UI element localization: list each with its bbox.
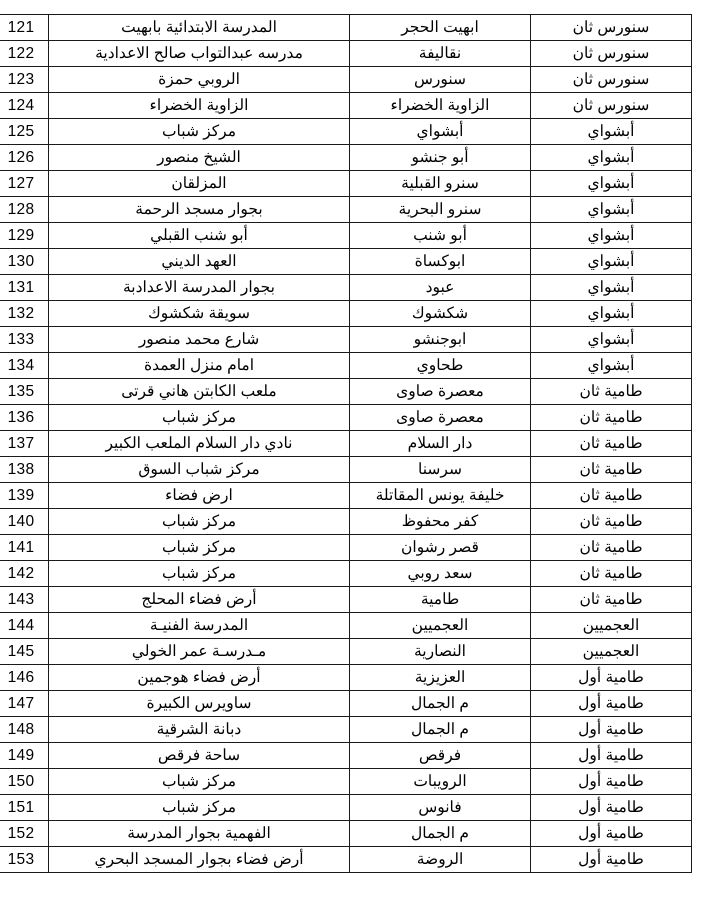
cell-village: سعد روبي	[350, 561, 531, 587]
cell-number: 131	[0, 275, 49, 301]
cell-village: فانوس	[350, 795, 531, 821]
cell-place: مركز شباب السوق	[49, 457, 350, 483]
table-row	[0, 353, 692, 379]
cell-place: مركز شباب	[49, 535, 350, 561]
cell-number: 140	[0, 509, 49, 535]
cell-village: عبود	[350, 275, 531, 301]
table-row	[0, 301, 692, 327]
cell-number: 128	[0, 197, 49, 223]
cell-number: 127	[0, 171, 49, 197]
cell-number: 143	[0, 587, 49, 613]
cell-place: الروبي حمزة	[49, 67, 350, 93]
cell-markaz: سنورس ثان	[531, 93, 692, 119]
cell-markaz: طامية ثان	[531, 457, 692, 483]
table-row	[0, 535, 692, 561]
cell-village: أبشواي	[350, 119, 531, 145]
cell-number: 146	[0, 665, 49, 691]
cell-place: مركز شباب	[49, 561, 350, 587]
cell-markaz: طامية ثان	[531, 431, 692, 457]
table-row	[0, 67, 692, 93]
table-row	[0, 509, 692, 535]
cell-number: 137	[0, 431, 49, 457]
cell-village: قصر رشوان	[350, 535, 531, 561]
cell-number: 148	[0, 717, 49, 743]
cell-village: كفر محفوظ	[350, 509, 531, 535]
table-row	[0, 717, 692, 743]
cell-village: سرسنا	[350, 457, 531, 483]
table-row	[0, 145, 692, 171]
cell-number: 130	[0, 249, 49, 275]
table-row	[0, 587, 692, 613]
cell-place: العهد الديني	[49, 249, 350, 275]
cell-markaz: طامية ثان	[531, 379, 692, 405]
cell-place: الفهمية بجوار المدرسة	[49, 821, 350, 847]
cell-number: 122	[0, 41, 49, 67]
table-row	[0, 795, 692, 821]
cell-place: بجوار المدرسة الاعدادبة	[49, 275, 350, 301]
cell-markaz: أبشواي	[531, 119, 692, 145]
cell-markaz: أبشواي	[531, 275, 692, 301]
table-row	[0, 561, 692, 587]
cell-number: 132	[0, 301, 49, 327]
cell-place: مركز شباب	[49, 509, 350, 535]
cell-number: 133	[0, 327, 49, 353]
cell-number: 141	[0, 535, 49, 561]
table-row	[0, 691, 692, 717]
cell-number: 145	[0, 639, 49, 665]
cell-village: الرويبات	[350, 769, 531, 795]
table-row	[0, 197, 692, 223]
cell-village: ابوجنشو	[350, 327, 531, 353]
table-row	[0, 405, 692, 431]
cell-village: سنرو البحرية	[350, 197, 531, 223]
cell-number: 142	[0, 561, 49, 587]
cell-markaz: طامية ثان	[531, 561, 692, 587]
table-row	[0, 275, 692, 301]
cell-place: المدرسة الابتدائية بابهيت	[49, 15, 350, 41]
cell-place: نادي دار السلام الملعب الكبير	[49, 431, 350, 457]
table-row	[0, 457, 692, 483]
cell-place: مركز شباب	[49, 795, 350, 821]
cell-place: الزاوية الخضراء	[49, 93, 350, 119]
cell-village: طامية	[350, 587, 531, 613]
cell-number: 147	[0, 691, 49, 717]
cell-number: 129	[0, 223, 49, 249]
table-row	[0, 171, 692, 197]
table-row	[0, 431, 692, 457]
cell-markaz: أبشواي	[531, 353, 692, 379]
cell-markaz: طامية أول	[531, 665, 692, 691]
cell-place: أرض فضاء بجوار المسجد البحري	[49, 847, 350, 873]
cell-number: 136	[0, 405, 49, 431]
cell-place: المدرسة الفنيـة	[49, 613, 350, 639]
cell-number: 135	[0, 379, 49, 405]
cell-place: مدرسه عبدالتواب صالح الاعدادية	[49, 41, 350, 67]
cell-place: أرض فضاء هوجمين	[49, 665, 350, 691]
cell-number: 134	[0, 353, 49, 379]
cell-number: 124	[0, 93, 49, 119]
cell-markaz: طامية ثان	[531, 483, 692, 509]
cell-place: سويقة شكشوك	[49, 301, 350, 327]
table-row	[0, 821, 692, 847]
cell-place: مركز شباب	[49, 119, 350, 145]
table-row	[0, 743, 692, 769]
cell-village: سنرو القبلية	[350, 171, 531, 197]
cell-number: 152	[0, 821, 49, 847]
table-row	[0, 847, 692, 873]
cell-number: 149	[0, 743, 49, 769]
cell-markaz: طامية أول	[531, 847, 692, 873]
cell-number: 153	[0, 847, 49, 873]
cell-village: سنورس	[350, 67, 531, 93]
cell-markaz: طامية أول	[531, 691, 692, 717]
cell-village: م الجمال	[350, 717, 531, 743]
cell-place: ساويرس الكبيرة	[49, 691, 350, 717]
cell-markaz: طامية أول	[531, 769, 692, 795]
table-row	[0, 327, 692, 353]
cell-place: المزلقان	[49, 171, 350, 197]
table-row	[0, 119, 692, 145]
cell-village: خليفة يونس المقاتلة	[350, 483, 531, 509]
cell-place: ملعب الكابتن هاني قرتى	[49, 379, 350, 405]
cell-village: م الجمال	[350, 691, 531, 717]
cell-place: ارض فضاء	[49, 483, 350, 509]
cell-village: ابهيت الحجر	[350, 15, 531, 41]
cell-village: معصرة صاوى	[350, 379, 531, 405]
cell-village: م الجمال	[350, 821, 531, 847]
cell-number: 123	[0, 67, 49, 93]
cell-village: شكشوك	[350, 301, 531, 327]
cell-place: مركز شباب	[49, 405, 350, 431]
cell-village: دار السلام	[350, 431, 531, 457]
cell-number: 144	[0, 613, 49, 639]
cell-village: فرقص	[350, 743, 531, 769]
table-row	[0, 613, 692, 639]
table-row	[0, 379, 692, 405]
cell-markaz: طامية أول	[531, 795, 692, 821]
cell-markaz: أبشواي	[531, 171, 692, 197]
cell-markaz: طامية ثان	[531, 509, 692, 535]
cell-place: أبو شنب القبلي	[49, 223, 350, 249]
cell-village: الروضة	[350, 847, 531, 873]
cell-markaz: أبشواي	[531, 223, 692, 249]
table-row	[0, 15, 692, 41]
table-body	[0, 15, 692, 873]
cell-place: أرض فضاء المحلج	[49, 587, 350, 613]
table-row	[0, 249, 692, 275]
cell-markaz: العجميين	[531, 639, 692, 665]
cell-markaz: سنورس ثان	[531, 15, 692, 41]
cell-markaz: طامية ثان	[531, 405, 692, 431]
cell-number: 138	[0, 457, 49, 483]
cell-markaz: طامية أول	[531, 717, 692, 743]
cell-markaz: أبشواي	[531, 249, 692, 275]
cell-markaz: أبشواي	[531, 327, 692, 353]
table-row	[0, 639, 692, 665]
cell-place: شارع محمد منصور	[49, 327, 350, 353]
cell-place: امام منزل العمدة	[49, 353, 350, 379]
cell-village: نقاليفة	[350, 41, 531, 67]
table-row	[0, 223, 692, 249]
cell-number: 150	[0, 769, 49, 795]
cell-markaz: طامية ثان	[531, 587, 692, 613]
cell-markaz: طامية أول	[531, 821, 692, 847]
cell-village: معصرة صاوى	[350, 405, 531, 431]
table-row	[0, 769, 692, 795]
cell-village: العجميين	[350, 613, 531, 639]
cell-village: النصارية	[350, 639, 531, 665]
locations-table	[0, 14, 692, 873]
cell-village: أبو جنشو	[350, 145, 531, 171]
cell-number: 151	[0, 795, 49, 821]
cell-number: 139	[0, 483, 49, 509]
table-row	[0, 93, 692, 119]
cell-markaz: أبشواي	[531, 197, 692, 223]
cell-markaz: طامية أول	[531, 743, 692, 769]
cell-village: العزيزية	[350, 665, 531, 691]
cell-place: ساحة فرقص	[49, 743, 350, 769]
cell-place: مـدرسـة عمر الخولي	[49, 639, 350, 665]
cell-number: 126	[0, 145, 49, 171]
table-row	[0, 483, 692, 509]
cell-number: 125	[0, 119, 49, 145]
cell-village: ابوكساة	[350, 249, 531, 275]
cell-markaz: سنورس ثان	[531, 67, 692, 93]
cell-place: مركز شباب	[49, 769, 350, 795]
cell-number: 121	[0, 15, 49, 41]
cell-markaz: سنورس ثان	[531, 41, 692, 67]
cell-village: طحاوي	[350, 353, 531, 379]
cell-village: الزاوية الخضراء	[350, 93, 531, 119]
cell-place: دبانة الشرقية	[49, 717, 350, 743]
cell-place: الشيخ منصور	[49, 145, 350, 171]
cell-village: أبو شنب	[350, 223, 531, 249]
cell-markaz: طامية ثان	[531, 535, 692, 561]
table-row	[0, 41, 692, 67]
table-row	[0, 665, 692, 691]
cell-markaz: أبشواي	[531, 145, 692, 171]
cell-markaz: أبشواي	[531, 301, 692, 327]
cell-place: بجوار مسجد الرحمة	[49, 197, 350, 223]
cell-markaz: العجميين	[531, 613, 692, 639]
